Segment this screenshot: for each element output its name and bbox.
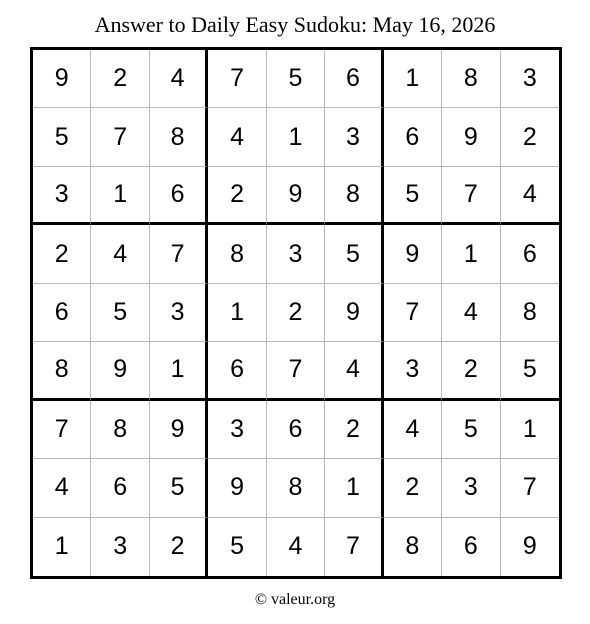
sudoku-cell-r6-c7: 3 — [384, 342, 442, 400]
sudoku-cell-r6-c4: 6 — [208, 342, 266, 400]
sudoku-cell-r9-c9: 9 — [522, 532, 537, 561]
sudoku-cell-r6-c6: 4 — [325, 342, 383, 400]
sudoku-cell-r7-c2: 8 — [91, 401, 149, 459]
sudoku-cell-r5-c8: 4 — [442, 284, 500, 342]
sudoku-cell-r2-c9: 2 — [501, 108, 559, 166]
sudoku-cell-r4-c3: 7 — [150, 225, 208, 283]
sudoku-cell-r2-c6: 3 — [325, 108, 383, 166]
sudoku-cell-r8-c2: 6 — [91, 459, 149, 517]
sudoku-cell-r7-c3: 9 — [150, 401, 208, 459]
sudoku-cell-r6-c9: 5 — [501, 342, 559, 400]
sudoku-cell-r1-c9: 3 — [501, 50, 559, 108]
sudoku-cell-r8-c6: 1 — [325, 459, 383, 517]
sudoku-cell-r5-c3: 3 — [150, 284, 208, 342]
sudoku-cell-r2-c8: 9 — [442, 108, 500, 166]
sudoku-cell-r8-c4: 9 — [208, 459, 266, 517]
sudoku-cell-r4-c9: 6 — [501, 225, 559, 283]
sudoku-cell-r2-c5: 1 — [267, 108, 325, 166]
sudoku-cell-r2-c2: 7 — [91, 108, 149, 166]
sudoku-cell-r8-c1: 4 — [33, 459, 91, 517]
sudoku-cell-r1-c2: 2 — [91, 50, 149, 108]
copyright-footer: © valeur.org — [254, 591, 336, 608]
sudoku-cell-r7-c8: 5 — [442, 401, 500, 459]
sudoku-cell-r4-c6: 5 — [325, 225, 383, 283]
sudoku-cell-r8-c8: 3 — [442, 459, 500, 517]
sudoku-cell-r3-c2: 1 — [91, 167, 149, 225]
sudoku-cell-r2-c1: 5 — [33, 108, 91, 166]
sudoku-cell-r9-c1: 1 — [33, 518, 91, 576]
sudoku-cell-r8-c5: 8 — [267, 459, 325, 517]
sudoku-cell-r3-c5: 9 — [267, 167, 325, 225]
sudoku-cell-r2-c3: 8 — [150, 108, 208, 166]
sudoku-cell-r7-c5: 6 — [267, 401, 325, 459]
sudoku-cell-r6-c3: 1 — [150, 342, 208, 400]
sudoku-cell-r5-c4: 1 — [208, 284, 266, 342]
sudoku-cell-r3-c1: 3 — [33, 167, 91, 225]
sudoku-cell-r5-c7: 7 — [384, 284, 442, 342]
sudoku-cell-r3-c4: 2 — [208, 167, 266, 225]
sudoku-cell-r3-c9: 4 — [501, 167, 559, 225]
sudoku-cell-r9-c5: 4 — [267, 518, 325, 576]
sudoku-cell-r4-c5: 3 — [267, 225, 325, 283]
sudoku-cell-r1-c1: 9 — [33, 50, 91, 108]
sudoku-cell-r8-c9: 7 — [501, 459, 559, 517]
sudoku-cell-r4-c7: 9 — [384, 225, 442, 283]
sudoku-grid — [30, 47, 562, 579]
sudoku-cell-r5-c6: 9 — [325, 284, 383, 342]
sudoku-cell-r5-c5: 2 — [267, 284, 325, 342]
page-title: Answer to Daily Easy Sudoku: May 16, 2026 — [94, 12, 496, 37]
sudoku-cell-r5-c9: 8 — [501, 284, 559, 342]
sudoku-cell-r1-c5: 5 — [267, 50, 325, 108]
sudoku-cell-r7-c4: 3 — [208, 401, 266, 459]
sudoku-cell-r9-c2: 3 — [91, 518, 149, 576]
sudoku-cell-r9-c8: 6 — [442, 518, 500, 576]
sudoku-cell-r3-c3: 6 — [150, 167, 208, 225]
sudoku-cell-r4-c4: 8 — [208, 225, 266, 283]
sudoku-cell-r1-c3: 4 — [150, 50, 208, 108]
sudoku-cell-r9-c3: 2 — [150, 518, 208, 576]
sudoku-cell-r1-c8: 8 — [442, 50, 500, 108]
sudoku-cell-r4-c2: 4 — [91, 225, 149, 283]
sudoku-cell-r9-c4: 5 — [208, 518, 266, 576]
sudoku-cell-r5-c2: 5 — [91, 284, 149, 342]
sudoku-cell-r6-c5: 7 — [267, 342, 325, 400]
sudoku-cell-r8-c7: 2 — [384, 459, 442, 517]
sudoku-cell-r5-c1: 6 — [33, 284, 91, 342]
sudoku-cell-r4-c8: 1 — [442, 225, 500, 283]
sudoku-cell-r7-c1: 7 — [33, 401, 91, 459]
sudoku-cell-r1-c6: 6 — [325, 50, 383, 108]
sudoku-cell-r6-c8: 2 — [442, 342, 500, 400]
sudoku-cell-r8-c3: 5 — [150, 459, 208, 517]
sudoku-cell-r7-c6: 2 — [325, 401, 383, 459]
sudoku-cell-r4-c1: 2 — [33, 225, 91, 283]
sudoku-cell-r9-c6: 7 — [325, 518, 383, 576]
sudoku-cell-r2-c4: 4 — [208, 108, 266, 166]
sudoku-cell-r9-c7: 8 — [384, 518, 442, 576]
sudoku-cell-r6-c2: 9 — [91, 342, 149, 400]
sudoku-cell-r3-c7: 5 — [384, 167, 442, 225]
sudoku-cell-r3-c8: 7 — [442, 167, 500, 225]
sudoku-cell-r1-c7: 1 — [384, 50, 442, 108]
sudoku-cell-r7-c7: 4 — [384, 401, 442, 459]
sudoku-cell-r1-c4: 7 — [208, 50, 266, 108]
sudoku-cell-r7-c9: 1 — [501, 401, 559, 459]
sudoku-cell-r2-c7: 6 — [384, 108, 442, 166]
sudoku-cell-r6-c1: 8 — [33, 342, 91, 400]
sudoku-cell-r3-c6: 8 — [325, 167, 383, 225]
